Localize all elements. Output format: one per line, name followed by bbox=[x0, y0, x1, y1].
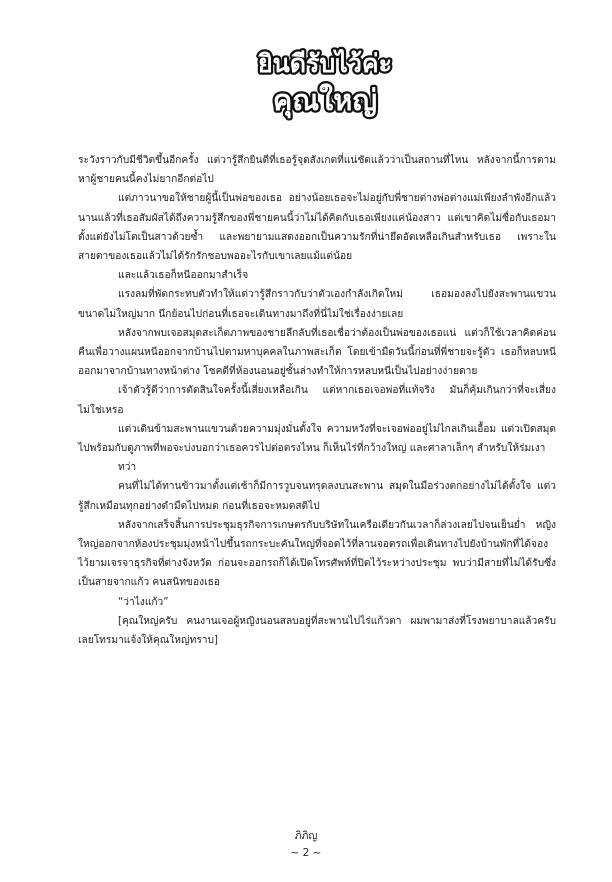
paragraph: และแล้วเธอก็หนีออกมาสำเร็จ bbox=[118, 270, 249, 282]
paragraph: คนที่ไม่ได้ทานข้าวมาตั้งแต่เช้าก็มีการวูบจนทรุดลงบนสะพาน สมุดในมือร่วงตกอย่างไม่ได้ตั้งใจ แต่วรู้สึกเหมือนทุกอย่างดำมืดไปหมด ก่อนที่เธอจะหมดสติไป bbox=[78, 481, 556, 512]
paragraph: แต่ภาวนาขอให้ชายผู้นี้เป็นพ่อของเธอ อย่างน้อยเธอจะไม่อยู่กับพี่ชายต่างพ่อต่างแม่เพียงลำพังอีกแล้ว นานแล้วที่เธอสัมผัสได้ถึงความรู้สึกของพี่ชายคนนี้ว่าไม่ได้คิดกับเธอเพียงแค่น้องสาว แต่เขาคิดไม่ซื่อกับเธอมาตั้งแต่ยังไม่โตเป็นสาวด้วยซ้ำ และพยายามแสดงออกเป็นความรักที่น่ายึดอัดเหลือเกินสำหรับเธอ เพราะในสายตาของเธอแล้วไม่ได้รักรักชอบพออะไรกับเขาเลยแม้แต่น้อย bbox=[78, 193, 556, 263]
body-text bbox=[78, 151, 556, 650]
paragraph: ระวังราวกับมีชีวิตขึ้นอีกครั้ง แต่วารู้สึกยินดีที่เธอรู้จุดสังเกตที่แน่ชัดแล้วว่าเป็นสถานที่ไหน หลังจากนี้การตามหาผู้ชายคนนี้คงไม่ยากอีกต่อไป bbox=[78, 155, 556, 186]
title-logo bbox=[255, 38, 395, 126]
paragraph: หลังจากพบเจอสมุดสะเก็ตภาพของชายลึกลับที่เธอเชื่อว่าต้องเป็นพ่อของเธอแน่ แต่วก็ใช้เวลาคิดค่อนคืนเพื่อวางแผนหนีออกจากบ้านไปตามหาบุคคลในภาพสะเก็ต โดยเข้ามืดวันนี้ก่อนที่พี่ชายจะรู้ตัว เธอก็หลบหนีออกมาจากบ้านทางหน้าต่าง โชคดีที่ห้องนอนอยู่ชั้นล่างทำให้การหลบหนีเป็นไปอย่างง่ายดาย bbox=[78, 327, 556, 378]
paragraph: เจ้าตัวรู้ดีว่าการตัดสินใจครั้งนี้เสี่ยงเหลือเกิน แต่หากเธอเจอพ่อที่แท้จริง มันก็คุ้มเกินกว่าที่จะเสี่ยงไม่ใช่เหรอ bbox=[78, 385, 556, 416]
title-logo-art bbox=[255, 38, 395, 126]
paragraph: หลังจากเสร็จสิ้นการประชุมธุรกิจการเกษตรกับบริษัทในเครือเดียวกันเวลาก็ล่วงเลยไปจนเย็นย่ำ หญิงใหญ่ออกจากห้องประชุมมุ่งหน้าไปขึ้นรถกระบะคันใหญ่ที่จอดไว้ที่ลานจอดรถเพื่อเดินทางไปยังบ้านพักที่ได้จองไว้ยามเจรจาธุรกิจที่ต่างจังหวัด ก่อนจะออกรถก็ได้เปิดโทรศัพท์ที่ปิดไว้ระหว่างประชุม พบว่ามีสายที่ไม่ได้รับซึ่งเป็นสายจากแก้ว คนสนิทของเธอ bbox=[78, 519, 556, 589]
paragraph: แรงลมที่พัดกระทบตัวทำให้แต่วารู้สึกราวกับว่าตัวเองกำลังเกิดใหม่ เธอมองลงไปยังสะพานแขวนขนาดไม่ใหญ่มาก นึกย้อนไปก่อนที่เธอจะเดินทางมาถึงที่นี่ไม่ใช่เรื่องง่ายเลย bbox=[78, 289, 556, 320]
paragraph: ทว่า bbox=[118, 462, 137, 474]
title-line-2: คุณใหญ่ bbox=[272, 83, 378, 117]
paragraph: “ว่าไงแก้ว” bbox=[118, 596, 169, 608]
title-line-1: ยินดีรับไว้ค่ะ bbox=[257, 49, 393, 78]
paragraph: แต่วเดินข้ามสะพานแขวนด้วยความมุ่งมั่นตั้งใจ ความหวังที่จะเจอพ่ออยู่ไม่ไกลเกินเอื้อม แต่วเปิดสมุดไปพร้อมกับดูภาพที่พอจะบ่งบอกว่าเธอควรไปต่อตรงไหน ก็เห็นไร่ที่กว้างใหญ่ และศาลาเล็กๆ สำหรับให้ร่มเงา bbox=[78, 423, 556, 455]
author-name: ภิภิญ bbox=[294, 830, 318, 842]
page-number: ~ 2 ~ bbox=[290, 847, 322, 859]
paragraph: [คุณใหญ่ครับ คนงานเจอผู้หญิงนอนสลบอยู่ที่สะพานไปไร่แก้วตา ผมพามาส่งที่โรงพยาบาลแล้วครับ เลยโทรมาแจ้งให้คุณใหญ่ทราบ] bbox=[78, 615, 556, 647]
